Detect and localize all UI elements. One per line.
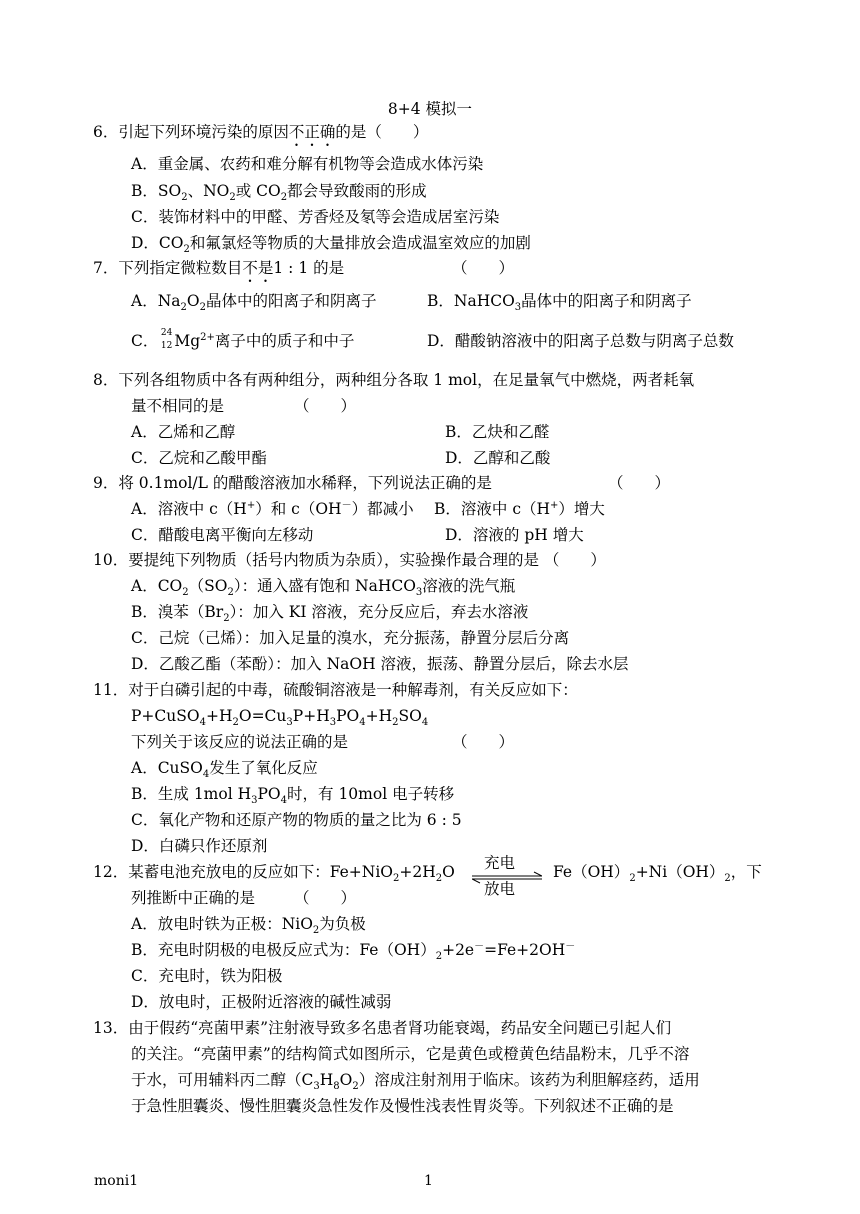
- q6-option-c: C．装饰材料中的甲醛、芳香烃及氡等会造成居室污染: [131, 208, 500, 226]
- q12-option-a: A．放电时铁为正极：NiO$_2$为负极: [131, 915, 366, 937]
- q10-option-d: D．乙酸乙酯（苯酚）：加入 NaOH 溶液，振荡、静置分层后，除去水层: [131, 655, 629, 673]
- q11-option-c: C．氧化产物和还原产物的物质的量之比为 6 : 5: [131, 811, 462, 829]
- q7-option-a: A．$Na_2O_2$晶体中的阳离子和阴离子: [131, 292, 377, 314]
- q11-option-d: D．白磷只作还原剂: [131, 837, 268, 855]
- page-title: 8+4 模拟一: [387, 100, 473, 118]
- q13-stem-line4: 于急性胆囊炎、慢性胆囊炎急性发作及慢性浅表性胃炎等。下列叙述不正确的是: [131, 1097, 674, 1115]
- q13-stem-line2: 的关注。“亮菌甲素”的结构简式如图所示，它是黄色或橙黄色结晶粉末，几乎不溶: [131, 1045, 690, 1063]
- q8-option-a: A．乙烯和乙醇: [131, 423, 236, 441]
- q9-option-d: D．溶液的 pH 增大: [445, 526, 584, 544]
- q7-stem: 7．下列指定微粒数目不是1 : 1 的是: [93, 259, 345, 277]
- q11-option-b: B．生成 1mol $H_3PO_4$时，有 10mol 电子转移: [131, 785, 455, 807]
- q8-option-b: B．乙炔和乙醛: [445, 423, 550, 441]
- page-number: 1: [424, 1173, 433, 1189]
- q8-option-d: D．乙醇和乙酸: [445, 449, 551, 467]
- charge-label: 充电: [484, 854, 516, 872]
- q12-option-d: D．放电时，正极附近溶液的碱性减弱: [131, 993, 392, 1011]
- q6-option-d: D．$CO_2$和氟氯烃等物质的大量排放会造成温室效应的加剧: [131, 234, 531, 256]
- q7-option-c: C． 24 12 $Mg^{2+}$离子中的质子和中子: [131, 328, 355, 351]
- discharge-label: 放电: [484, 880, 516, 898]
- q7-option-b: B．NaHCO$_3$晶体中的阳离子和阴离子: [427, 292, 692, 314]
- q7-answer-paren: （ ）: [452, 259, 515, 277]
- q10-option-a: A．$CO_2(SO_2)$：通入盛有饱和 NaHCO$_3$溶液的洗气瓶: [131, 577, 516, 599]
- q9-option-c: C．醋酸电离平衡向左移动: [131, 526, 314, 544]
- q12-option-b: B．充电时阴极的电极反应式为：$Fe(OH)_2+2e^-=Fe+2OH^-$: [131, 940, 576, 963]
- isotope-notation: 24 12: [160, 328, 173, 351]
- reversible-reaction-arrow: [472, 853, 542, 899]
- q10-option-c: C．己烷（己烯）：加入足量的溴水，充分振荡，静置分层后分离: [131, 629, 570, 647]
- q8-stem-line1: 8．下列各组物质中各有两种组分，两种组分各取 1 mol，在足量氧气中燃烧，两者耗氧: [93, 371, 695, 389]
- q6-stem: 6．引起下列环境污染的原因不正确的是（ ）: [93, 123, 429, 141]
- q9-stem: 9．将 0.1mol/L 的醋酸溶液加水稀释，下列说法正确的是: [93, 474, 492, 492]
- q13-stem-line1: 13．由于假药“亮菌甲素”注射液导致多名患者肾功能衰竭，药品安全问题已引起人们: [93, 1019, 672, 1037]
- q11-answer-paren: （ ）: [452, 733, 515, 751]
- q9-option-b: B．溶液中 c（H+）增大: [434, 499, 605, 518]
- q10-stem: 10．要提纯下列物质（括号内物质为杂质），实验操作最合理的是 （ ）: [93, 551, 606, 569]
- q11-option-a: A．CuSO$_4$发生了氧化反应: [131, 759, 318, 781]
- q8-stem-line2: 量不相同的是: [131, 397, 225, 415]
- q12-option-c: C．充电时，铁为阳极: [131, 967, 283, 985]
- q12-stem-right: $Fe(OH)_2+Ni(OH)_2$，下: [553, 863, 762, 885]
- q8-option-c: C．乙烷和乙酸甲酯: [131, 449, 267, 467]
- q8-answer-paren: （ ）: [294, 397, 357, 415]
- q12-answer-paren: （ ）: [294, 889, 357, 907]
- q11-stem-line2: 下列关于该反应的说法正确的是: [131, 733, 349, 751]
- q12-stem-line2: 列推断中正确的是: [131, 889, 256, 907]
- q7-option-d: D．醋酸钠溶液中的阳离子总数与阴离子总数: [427, 332, 734, 350]
- q9-option-a: A．溶液中 c（H+）和 c（OH－）都减小: [131, 499, 414, 518]
- q12-stem-left: 12．某蓄电池充放电的反应如下：$Fe+NiO_2+2H_2O$: [93, 863, 455, 885]
- q6-option-b: B．$SO_2$、$NO_2$或 $CO_2$都会导致酸雨的形成: [131, 182, 427, 204]
- q13-stem-line3: 于水，可用辅料丙二醇$(C_3H_8O_2)$溶成注射剂用于临床。该药为利胆解痉药，适用: [131, 1071, 700, 1093]
- footer-label: moni1: [94, 1173, 139, 1189]
- q6-option-a: A．重金属、农药和难分解有机物等会造成水体污染: [131, 155, 484, 173]
- q11-equation: $P+CuSO_4+H_2O=Cu_3P+H_3PO_4+H_2SO_4$: [131, 707, 429, 729]
- q11-stem: 11．对于白磷引起的中毒，硫酸铜溶液是一种解毒剂，有关反应如下：: [93, 681, 578, 699]
- q9-answer-paren: （ ）: [608, 474, 671, 492]
- q10-option-b: B．溴苯$(Br_2)$：加入 KI 溶液，充分反应后，弃去水溶液: [131, 603, 529, 625]
